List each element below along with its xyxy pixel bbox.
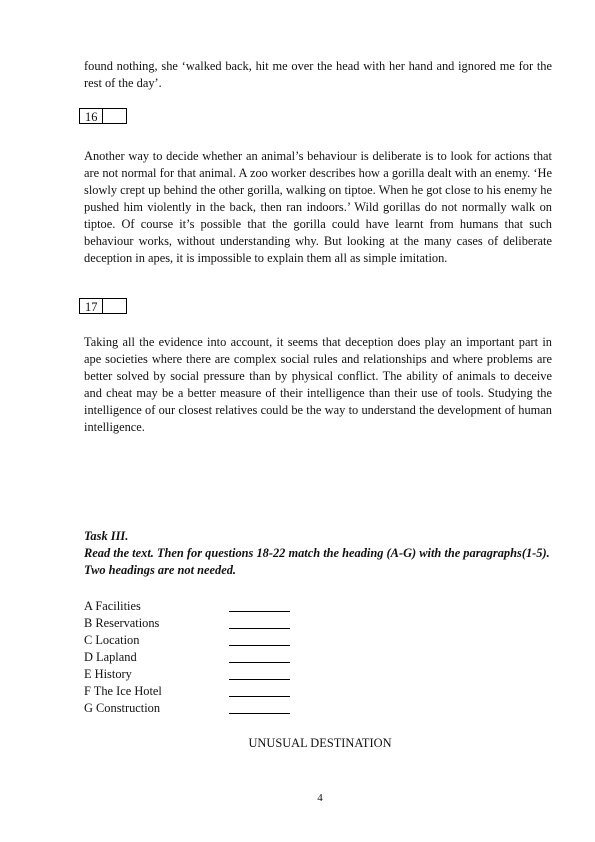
headings-list: [84, 598, 294, 717]
paragraph-gorilla: Another way to decide whether an animal’s behaviour is deliberate is to look for actions that are not normal for that animal. A zoo worker describes how a gorilla dealt with an enemy. ‘He slowly crept up behind the other gorilla, walking on tiptoe. When he got close to his enemy he pushed him violently in the back, then ran indoors.’ Wild gorillas do not normally walk on tiptoe. Of course it’s possible that the gorilla could have learnt from humans that such behaviour works, without understanding why. But looking at the many cases of deliberate deception in apes, it is impossible to explain them all as simple imitation.: [84, 149, 552, 265]
heading-item: B Reservations: [84, 615, 294, 632]
answer-line[interactable]: [229, 611, 290, 612]
text-title: UNUSUAL DESTINATION: [248, 736, 392, 750]
page-number: 4: [317, 792, 323, 804]
answer-line[interactable]: [229, 645, 290, 646]
answer-line[interactable]: [229, 662, 290, 663]
question-number: 17: [79, 298, 103, 314]
question-17-box: [79, 298, 127, 314]
answer-blank[interactable]: [103, 108, 127, 124]
answer-line[interactable]: [229, 628, 290, 629]
paragraph-conclusion: Taking all the evidence into account, it seems that deception does play an important part in ape societies where there are complex social rules and relationships and where problems are better solved by social pressure than by physical conflict. The ability of animals to deceive and cheat may be a better measure of their intelligence than their use of tools. Studying the intelligence of our closest relatives could be the way to understand the development of human intelligence.: [84, 335, 552, 434]
answer-blank[interactable]: [103, 298, 127, 314]
task-title: Task III.: [84, 529, 129, 543]
heading-item: C Location: [84, 632, 294, 649]
question-number: 16: [79, 108, 103, 124]
task-instruction: Read the text. Then for questions 18-22 match the heading (A-G) with the paragraphs(1-5). Two headings are not needed.: [84, 546, 550, 577]
heading-item: F The Ice Hotel: [84, 683, 294, 700]
paragraph-continuation: found nothing, she ‘walked back, hit me over the head with her hand and ignored me for the rest of the day’.: [84, 59, 552, 90]
answer-line[interactable]: [229, 679, 290, 680]
heading-item: G Construction: [84, 700, 294, 717]
answer-line[interactable]: [229, 696, 290, 697]
question-16-box: [79, 108, 127, 124]
heading-item: A Facilities: [84, 598, 294, 615]
heading-item: E History: [84, 666, 294, 683]
answer-line[interactable]: [229, 713, 290, 714]
heading-item: D Lapland: [84, 649, 294, 666]
